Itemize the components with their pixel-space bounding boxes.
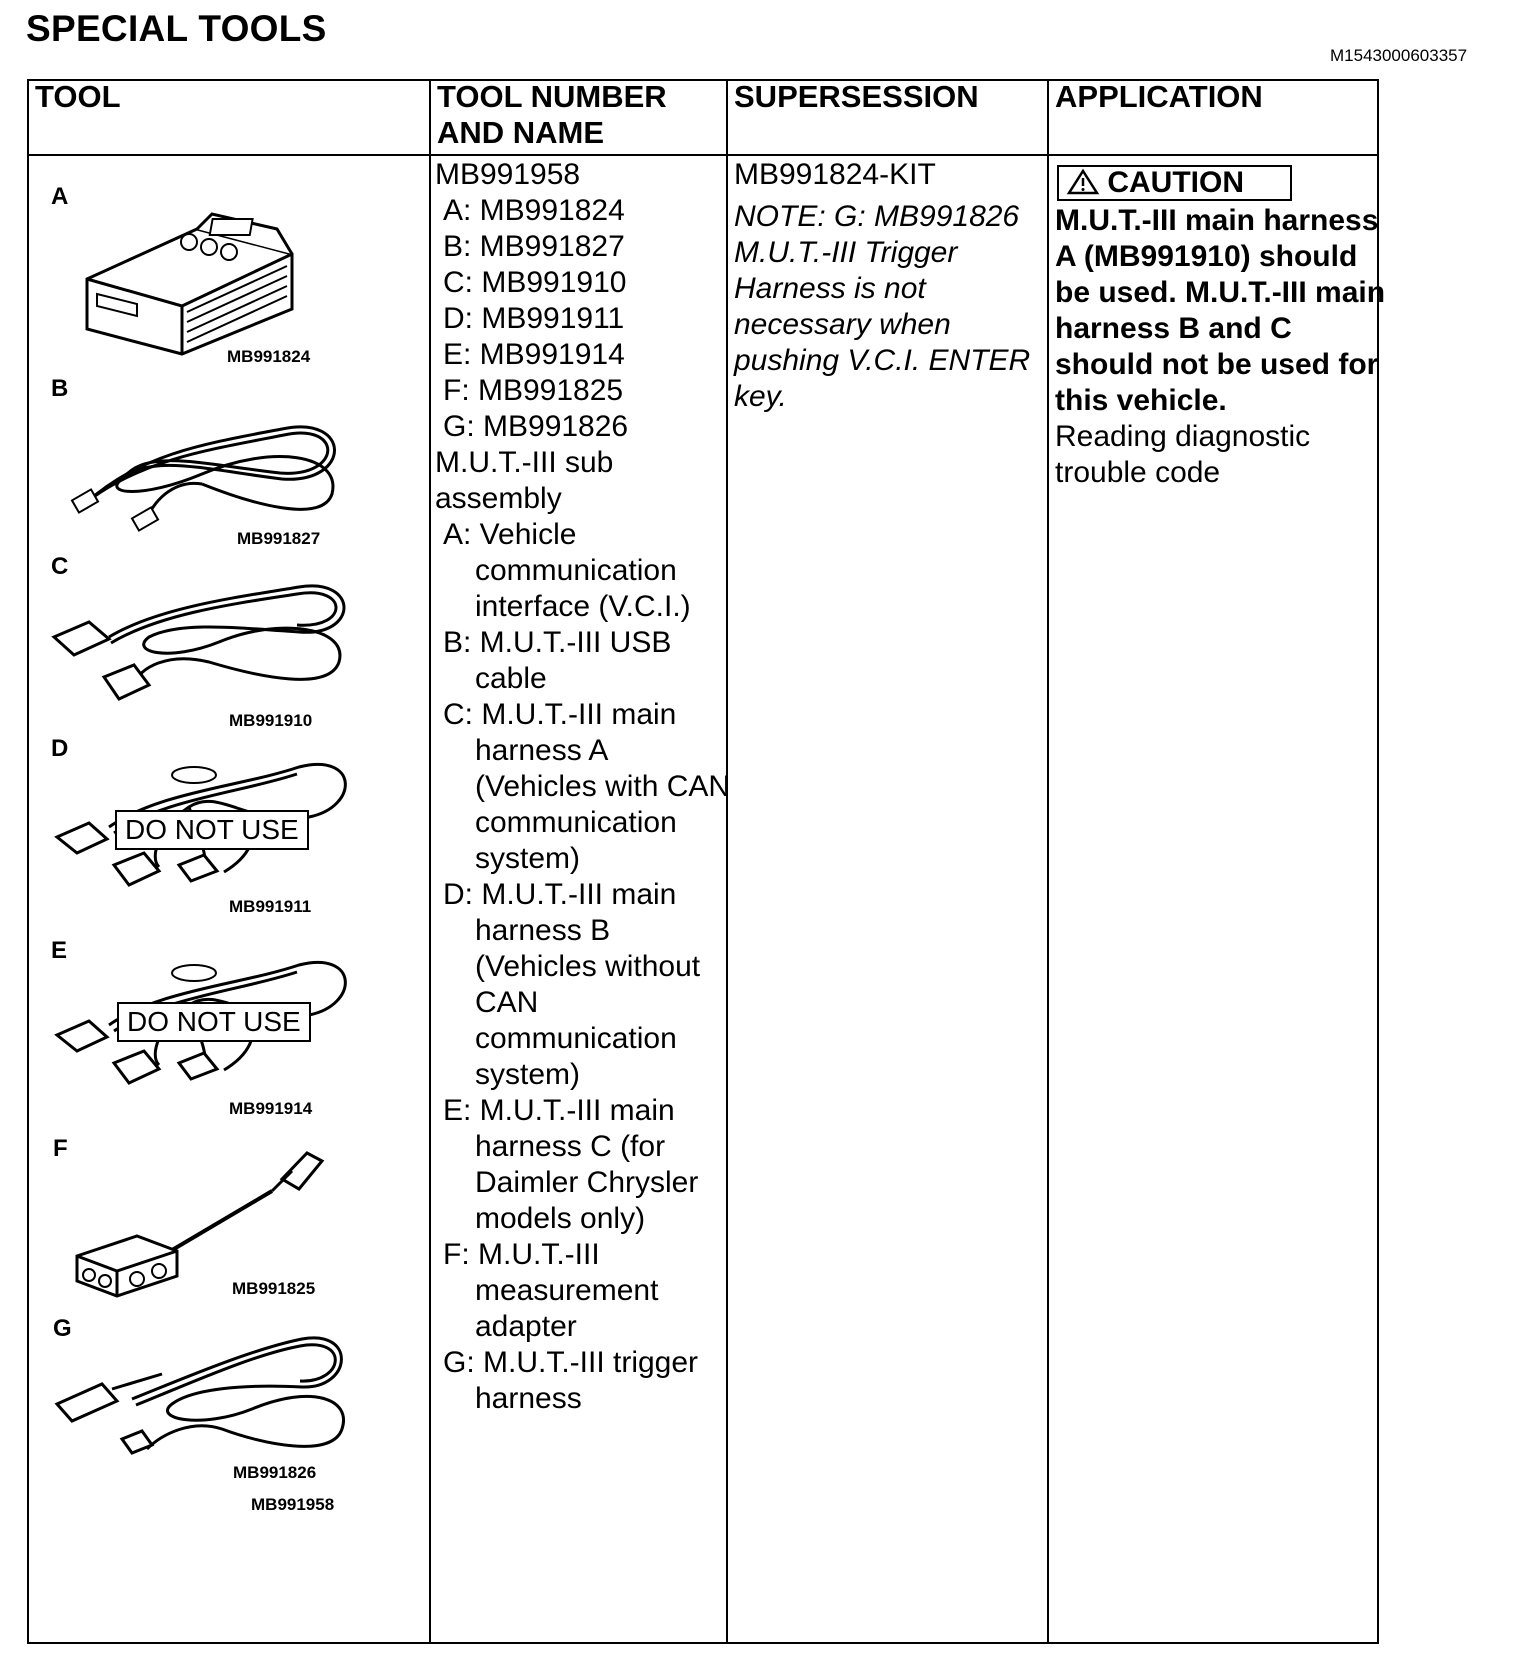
tool-number-line: A: MB991824 xyxy=(443,194,625,227)
tool-number-line: harness B xyxy=(475,914,611,947)
caution-line: harness B and C xyxy=(1055,312,1292,345)
application-text-line: trouble code xyxy=(1055,456,1221,489)
application-cell xyxy=(1055,165,1385,491)
application-text-line: Reading diagnostic xyxy=(1055,420,1311,453)
tool-number-line: communication xyxy=(475,806,677,839)
tool-number-line: D: M.U.T.-III main xyxy=(443,878,677,911)
caution-line: A (MB991910) should xyxy=(1055,240,1358,273)
do-not-use-label-d: DO NOT USE xyxy=(115,810,309,850)
tool-number-line: A: Vehicle xyxy=(443,518,577,551)
caution-line: this vehicle. xyxy=(1055,384,1227,417)
figure-code-d: MB991911 xyxy=(229,897,312,916)
header-tool-number xyxy=(437,79,667,151)
tool-number-line: F: MB991825 xyxy=(443,374,624,407)
tool-number-line: harness A xyxy=(475,734,609,767)
tool-number-line: cable xyxy=(475,662,547,695)
supersession-note-line: pushing V.C.I. ENTER xyxy=(734,344,1031,377)
tool-number-line: D: MB991911 xyxy=(443,302,625,335)
tool-number-line: interface (V.C.I.) xyxy=(475,590,691,623)
figure-letter-g: G xyxy=(53,1315,72,1342)
header-divider xyxy=(27,154,1379,156)
page-title: SPECIAL TOOLS xyxy=(26,8,327,49)
figure-code-b: MB991827 xyxy=(237,529,321,548)
header-supersession-label: SUPERSESSION xyxy=(734,79,979,114)
tool-number-line: measurement xyxy=(475,1274,659,1307)
measurement-adapter-icon xyxy=(67,1141,347,1301)
supersession-note-line: necessary when xyxy=(734,308,951,341)
tool-number-line: G: M.U.T.-III trigger xyxy=(443,1346,699,1379)
tool-number-line: assembly xyxy=(435,482,562,515)
caution-box xyxy=(1057,165,1292,201)
main-harness-a-icon xyxy=(49,567,359,717)
caution-line: M.U.T.-III main harness xyxy=(1055,204,1379,237)
header-supersession xyxy=(734,79,979,115)
tool-number-line: CAN xyxy=(475,986,539,1019)
figure-letter-b: B xyxy=(51,375,69,402)
table-border-bottom xyxy=(27,1642,1379,1644)
vci-device-icon xyxy=(77,194,307,364)
tool-number-line: C: MB991910 xyxy=(443,266,627,299)
supersession-note-line: NOTE: G: MB991826 xyxy=(734,200,1020,233)
figure-code-e: MB991914 xyxy=(229,1099,313,1118)
supersession-kit: MB991824-KIT xyxy=(734,158,936,191)
special-tools-table xyxy=(27,79,1455,1644)
supersession-note-line: M.U.T.-III Trigger xyxy=(734,236,958,269)
figure-letter-a: A xyxy=(51,183,69,210)
caution-line: should not be used for xyxy=(1055,348,1379,381)
supersession-cell xyxy=(734,157,1030,415)
do-not-use-label-e: DO NOT USE xyxy=(117,1002,311,1042)
trigger-harness-icon xyxy=(52,1319,352,1469)
table-border-left xyxy=(27,79,29,1644)
tool-number-line: adapter xyxy=(475,1310,577,1343)
header-tool-number-line1: TOOL NUMBER xyxy=(437,79,667,114)
header-tool xyxy=(35,79,121,115)
tool-number-line: communication xyxy=(475,1022,677,1055)
figure-letter-e: E xyxy=(51,937,68,964)
tool-number-line: (Vehicles without xyxy=(475,950,701,983)
tool-number-line: harness C (for xyxy=(475,1130,666,1163)
tool-number-line: models only) xyxy=(475,1202,646,1235)
document-id: M1543000603357 xyxy=(1330,46,1468,65)
tool-number-line: E: MB991914 xyxy=(443,338,625,371)
header-tool-number-line2: AND NAME xyxy=(437,115,605,150)
supersession-note-line: Harness is not xyxy=(734,272,926,305)
column-divider-3 xyxy=(1047,79,1049,1644)
column-divider-1 xyxy=(429,79,431,1644)
tool-number-line: B: M.U.T.-III USB xyxy=(443,626,672,659)
tool-number-line: system) xyxy=(475,842,580,875)
figure-letter-c: C xyxy=(51,553,69,580)
figure-code-c: MB991910 xyxy=(229,711,313,730)
tool-number-line: E: M.U.T.-III main xyxy=(443,1094,675,1127)
tool-number-line: Daimler Chrysler xyxy=(475,1166,699,1199)
header-application xyxy=(1055,79,1263,115)
supersession-note-line: key. xyxy=(734,380,787,413)
tool-number-line: MB991958 xyxy=(435,158,581,191)
tool-number-line: communication xyxy=(475,554,677,587)
caution-label: CAUTION xyxy=(1107,166,1244,199)
tool-number-line: B: MB991827 xyxy=(443,230,625,263)
figure-letter-f: F xyxy=(53,1135,68,1162)
header-application-label: APPLICATION xyxy=(1055,79,1263,114)
figure-code-a: MB991824 xyxy=(227,347,311,366)
warning-triangle-icon xyxy=(1067,169,1099,195)
tool-number-line: harness xyxy=(475,1382,582,1415)
tool-number-line: G: MB991826 xyxy=(443,410,629,443)
figure-set-code: MB991958 xyxy=(251,1495,335,1514)
tool-number-line: F: M.U.T.-III xyxy=(443,1238,600,1271)
figure-letter-d: D xyxy=(51,735,69,762)
tool-number-line: (Vehicles with CAN xyxy=(475,770,731,803)
usb-cable-icon xyxy=(52,384,352,534)
tool-number-line: M.U.T.-III sub xyxy=(435,446,614,479)
tool-number-line: C: M.U.T.-III main xyxy=(443,698,677,731)
tool-number-cell xyxy=(435,157,730,1417)
caution-line: be used. M.U.T.-III main xyxy=(1055,276,1386,309)
figure-code-f: MB991825 xyxy=(232,1279,316,1298)
figure-code-g: MB991826 xyxy=(233,1463,317,1482)
header-tool-label: TOOL xyxy=(35,79,121,114)
tool-number-line: system) xyxy=(475,1058,580,1091)
